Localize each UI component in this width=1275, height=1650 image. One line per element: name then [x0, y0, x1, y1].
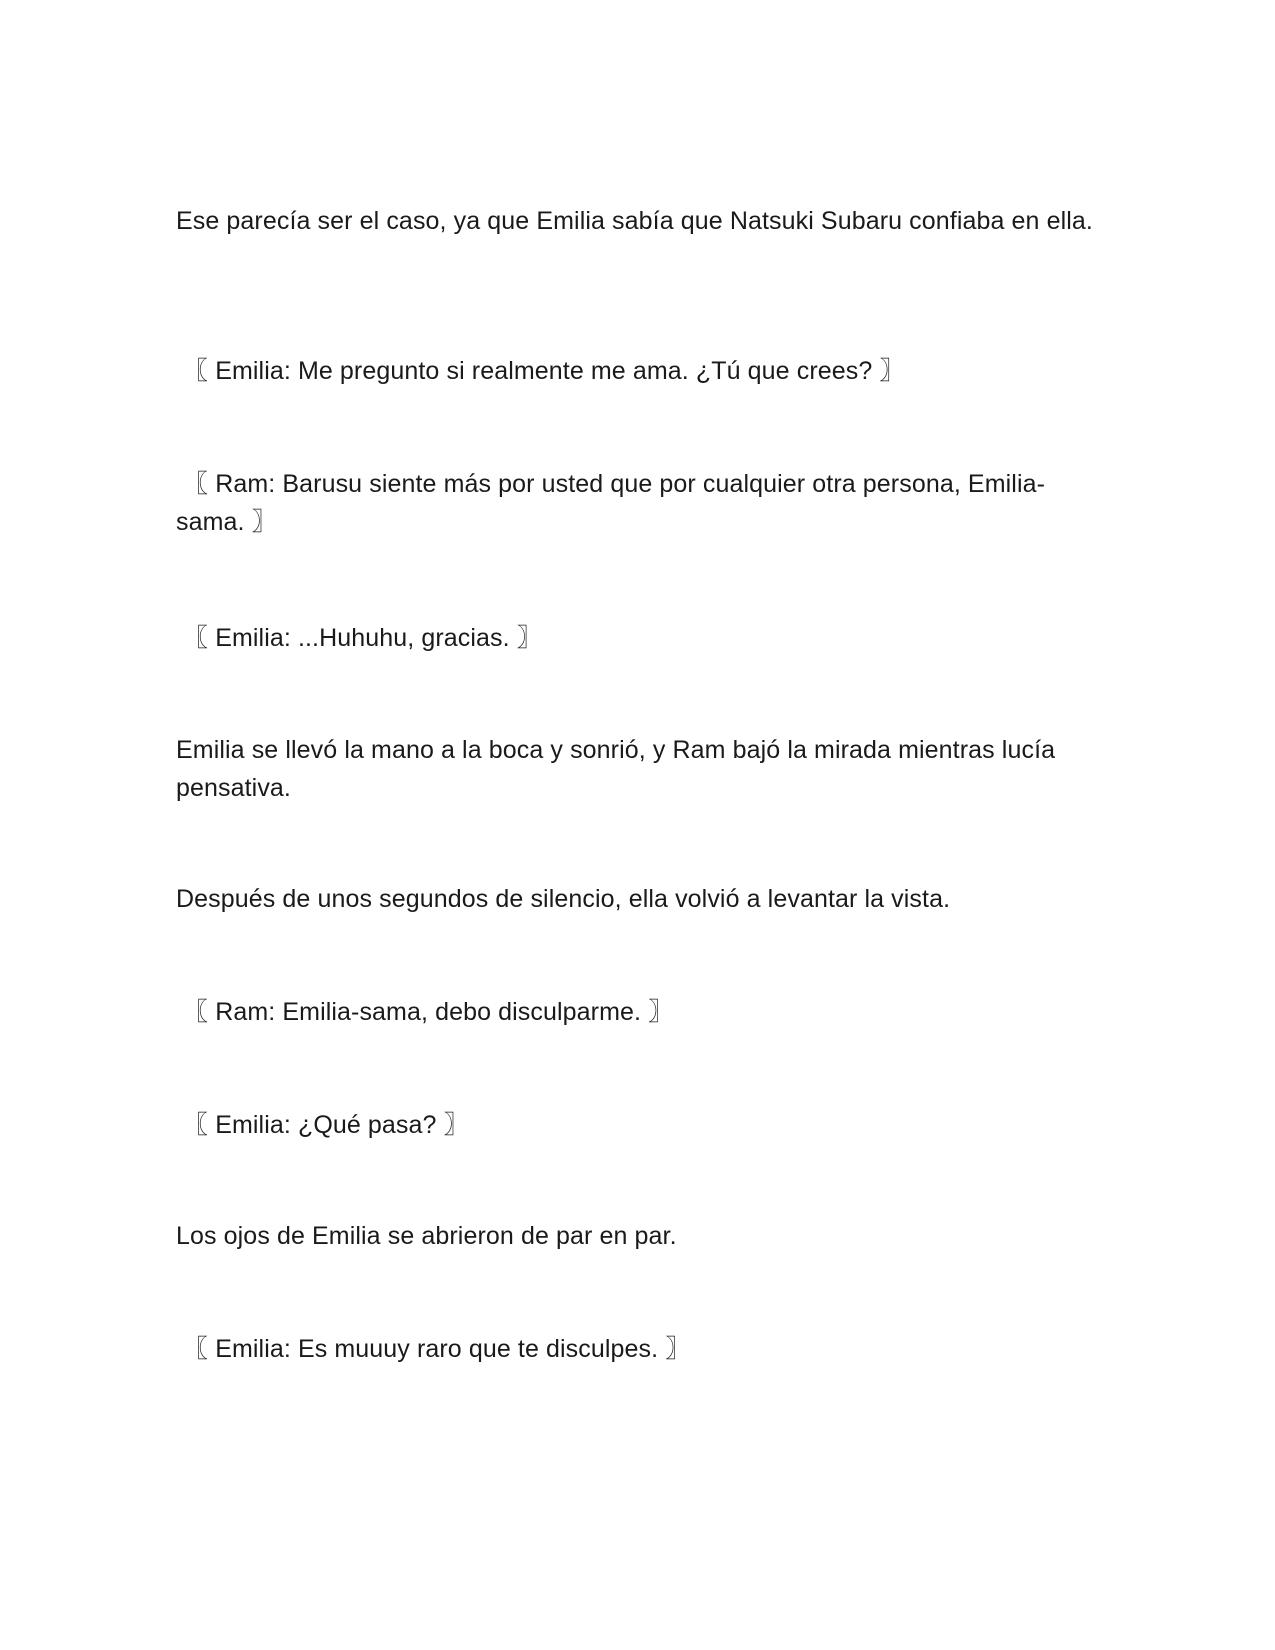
narration-paragraph: Ese parecía ser el caso, ya que Emilia sabía que Natsuki Subaru confiaba en ella. — [176, 207, 1093, 235]
narration-paragraph: Emilia se llevó la mano a la boca y sonrió, y Ram bajó la mirada mientras lucía pensativa. — [176, 736, 1056, 802]
dialogue-line: 〖 Emilia: Es muuuy raro que te disculpes. 〗 — [176, 1335, 691, 1363]
narration-paragraph: Los ojos de Emilia se abrieron de par en par. — [176, 1222, 677, 1250]
dialogue-line: 〖 Ram: Barusu siente más por usted que por cualquier otra persona, Emilia-sama. 〗 — [176, 470, 1046, 536]
narration-paragraph: Después de unos segundos de silencio, ella volvió a levantar la vista. — [176, 885, 951, 913]
dialogue-line: 〖 Emilia: ¿Qué pasa? 〗 — [176, 1111, 469, 1139]
dialogue-line: 〖 Ram: Emilia-sama, debo disculparme. 〗 — [176, 998, 674, 1026]
dialogue-line: 〖 Emilia: ...Huhuhu, gracias. 〗 — [176, 624, 542, 652]
dialogue-line: 〖 Emilia: Me pregunto si realmente me ama. ¿Tú que crees? 〗 — [176, 357, 905, 385]
